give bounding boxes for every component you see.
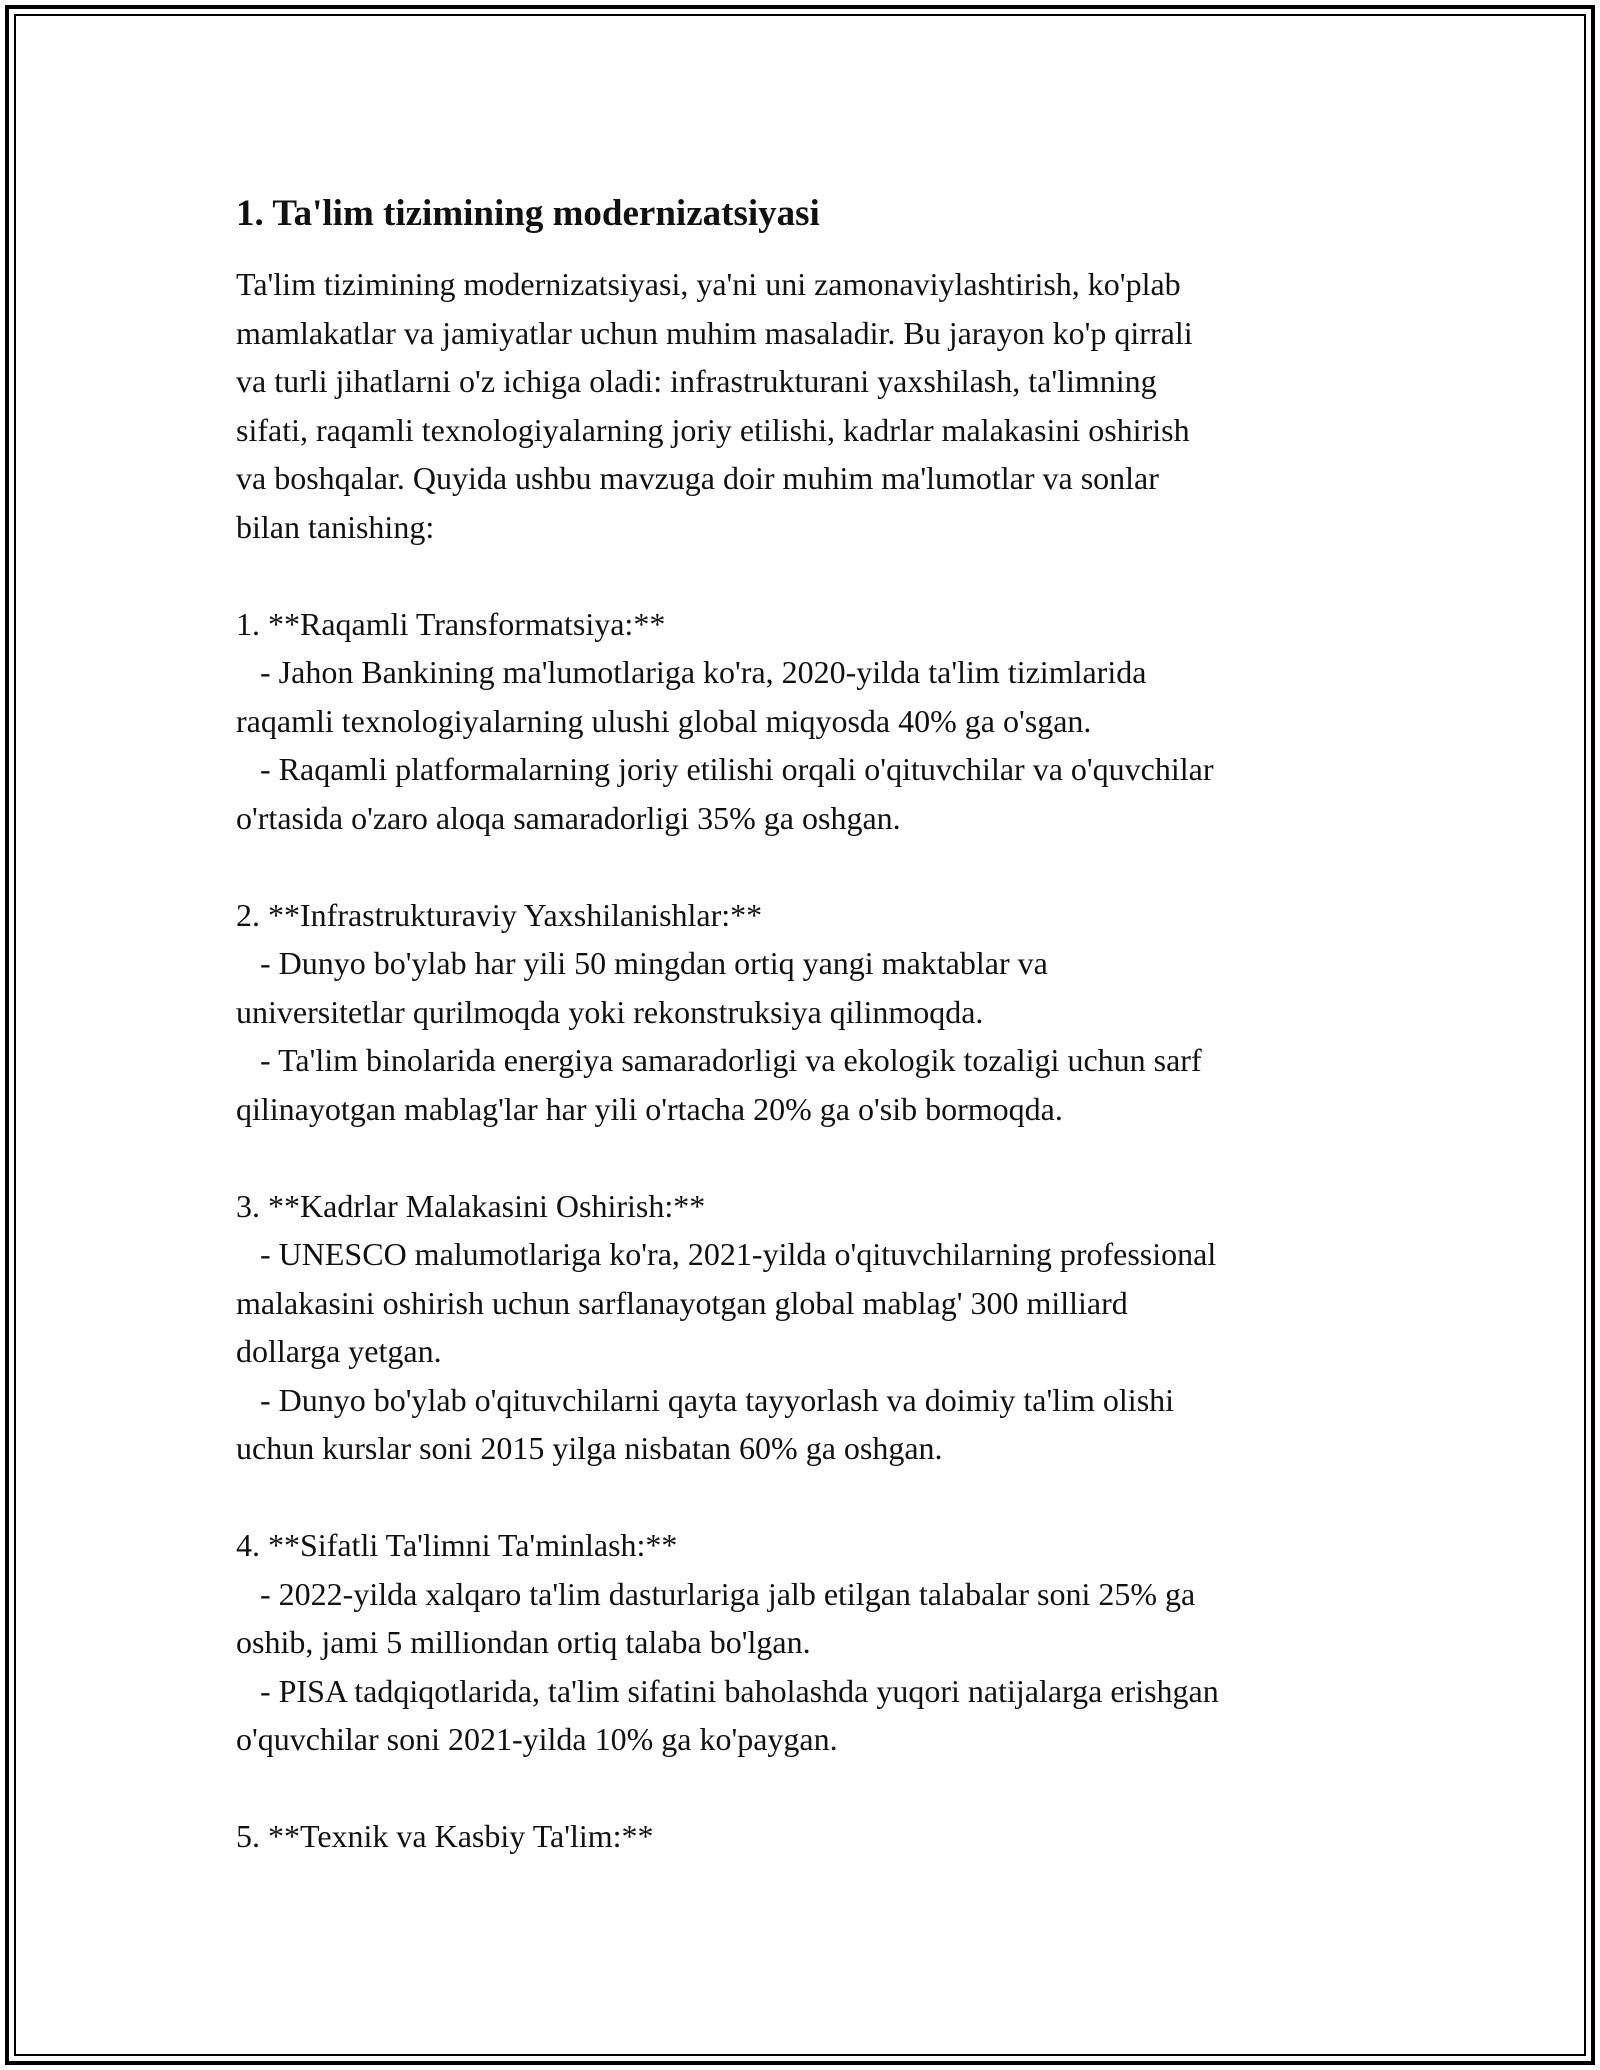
document-title: 1. Ta'lim tizimining modernizatsiyasi <box>236 193 820 234</box>
document-content <box>236 190 1416 1861</box>
document-body: Ta'lim tizimining modernizatsiyasi, ya'ni uni zamonaviylashtirish, ko'plab mamlakatlar va jamiyatlar uchun muhim masaladir. Bu jarayon ko'p qirrali va turli jihatlarni o'z ichiga oladi: infrastrukturani yaxshilash, ta'limning sifati, raqamli texnologiyalarning joriy etilishi, kadrlar malakasini oshirish va boshqalar. Quyida ushbu mavzuga doir muhim ma'lumotlar va sonlar bilan tanishing: 1. **Raqamli Transformatsiya:** - Jahon Bankining ma'lumotlariga ko'ra, 2020-yilda ta'lim tizimlarida raqamli texnologiyalarning ulushi global miqyosda 40% ga o'sgan. - Raqamli platformalarning joriy etilishi orqali o'qituvchilar va o'quvchilar o'rtasida o'zaro aloqa samaradorligi 35% ga oshgan. 2. **Infrastrukturaviy Yaxshilanishlar:** - Dunyo bo'ylab har yili 50 mingdan ortiq yangi maktablar va universitetlar qurilmoqda yoki rekonstruksiya qilinmoqda. - Ta'lim binolarida energiya samaradorligi va ekologik tozaligi uchun sarf qilinayotgan mablag'lar har yili o'rtacha 20% ga o'sib bormoqda. 3. **Kadrlar Malakasini Oshirish:** - UNESCO malumotlariga ko'ra, 2021-yilda o'qituvchilarning professional malakasini oshirish uchun sarflanayotgan global mablag' 300 milliard dollarga yetgan. - Dunyo bo'ylab o'qituvchilarni qayta tayyorlash va doimiy ta'lim olishi uchun kurslar soni 2015 yilga nisbatan 60% ga oshgan. 4. **Sifatli Ta'limni Ta'minlash:** - 2022-yilda xalqaro ta'lim dasturlariga jalb etilgan talabalar soni 25% ga oshib, jami 5 milliondan ortiq talaba bo'lgan. - PISA tadqiqotlarida, ta'lim sifatini baholashda yuqori natijalarga erishgan o'quvchilar soni 2021-yilda 10% ga ko'paygan. 5. **Texnik va Kasbiy Ta'lim:** <box>236 266 1219 1854</box>
